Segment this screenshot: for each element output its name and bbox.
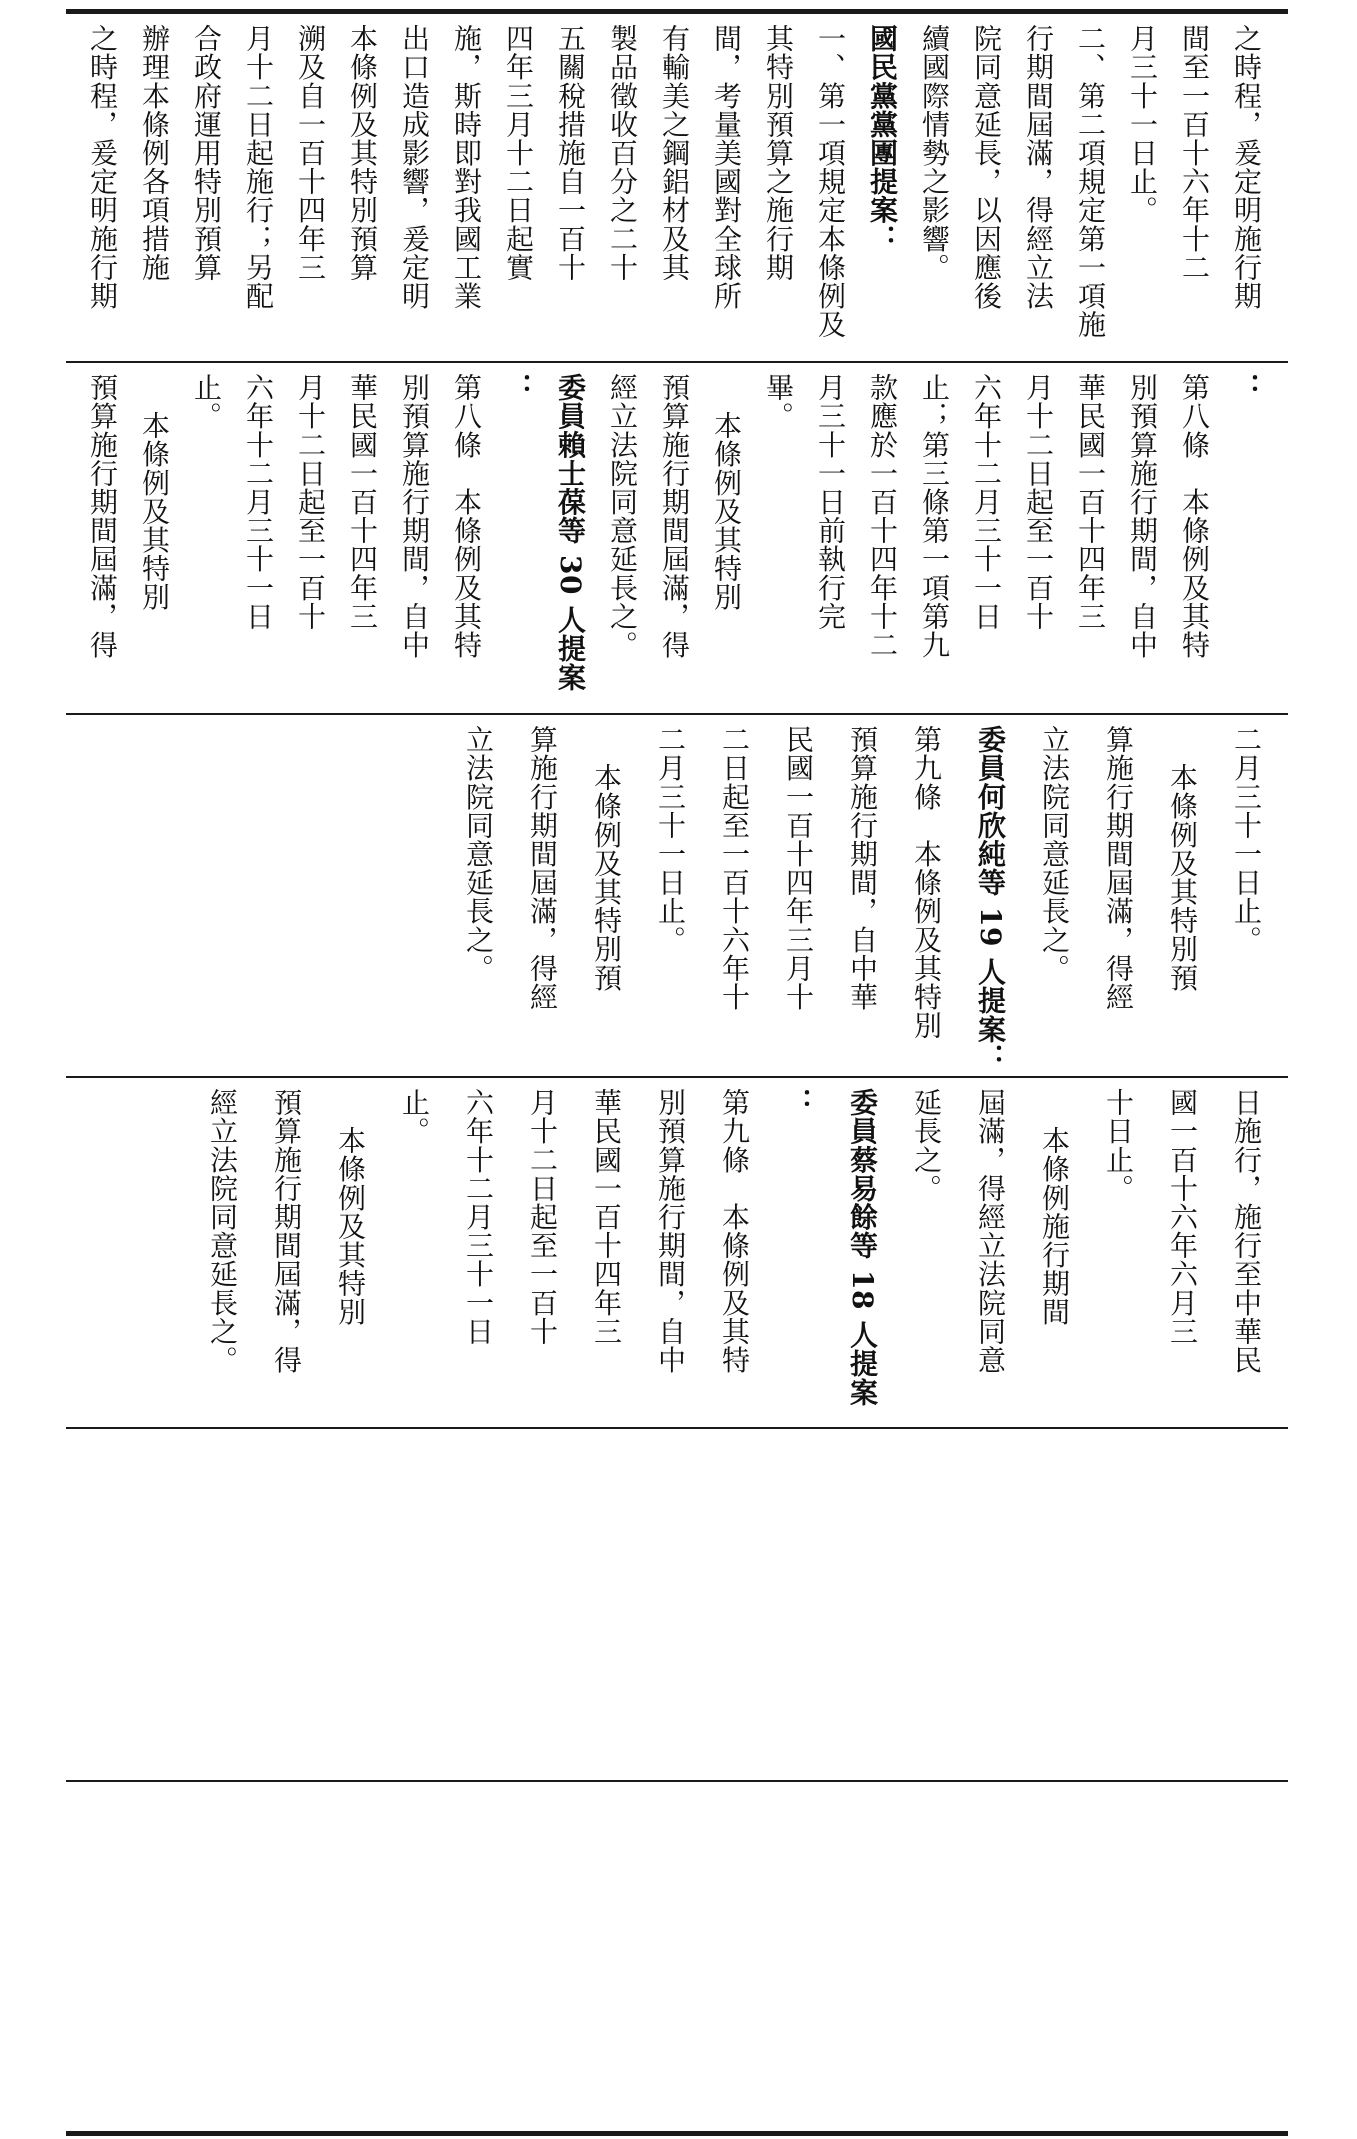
- text-line: 月十二日起至一百十: [526, 1088, 559, 1346]
- text-line: 之時程，爰定明施行期: [1230, 24, 1263, 310]
- heading-line: 委員賴士葆等 30 人提案: [554, 373, 587, 692]
- text-line: 院同意延長，以因應後: [970, 24, 1003, 310]
- text-line: 止。: [398, 1088, 431, 1146]
- text-line: 之時程，爰定明施行期: [86, 24, 119, 310]
- text-line: 月十二日起至一百十: [1022, 373, 1055, 631]
- text-line: 預算施行期間屆滿，得: [270, 1088, 303, 1374]
- text-line: 本條例及其特別預: [590, 763, 623, 992]
- heading-line: ：: [1230, 373, 1263, 402]
- text-line: 十日止。: [1102, 1088, 1135, 1203]
- text-line: 別預算施行期間，自中: [398, 373, 431, 659]
- text-line: 止。: [190, 373, 223, 431]
- text-line: 預算施行期間，自中華: [846, 725, 879, 1011]
- text-line: 畢。: [762, 373, 795, 431]
- text-line: 第八條 本條例及其特: [1178, 373, 1211, 659]
- band-columns: [66, 1078, 1288, 1427]
- band-columns: [66, 1782, 1288, 2131]
- heading-line: 委員蔡易餘等 18 人提案: [846, 1088, 879, 1407]
- text-line: 算施行期間屆滿，得經: [526, 725, 559, 1011]
- band-columns: [66, 1429, 1288, 1780]
- text-line: 施，斯時即對我國工業: [450, 24, 483, 310]
- text-line: 延長之。: [910, 1088, 943, 1203]
- text-line: 月三十一日前執行完: [814, 373, 847, 631]
- text-line: 屆滿，得經立法院同意: [974, 1088, 1007, 1374]
- text-line: 華民國一百十四年三: [346, 373, 379, 631]
- text-line: 二月三十一日止。: [654, 725, 687, 954]
- text-line: 止；第三條第一項第九: [918, 373, 951, 659]
- text-line: 第九條 本條例及其特: [718, 1088, 751, 1374]
- text-line: 四年三月十二日起實: [502, 24, 535, 282]
- text-line: 算施行期間屆滿，得經: [1102, 725, 1135, 1011]
- text-line: 二日起至一百十六年十: [718, 725, 751, 1011]
- text-line: 續國際情勢之影響。: [918, 24, 951, 282]
- text-line: 製品徵收百分之二十: [606, 24, 639, 282]
- text-line: 華民國一百十四年三: [590, 1088, 623, 1346]
- text-line: 月十二日起施行；另配: [242, 24, 275, 310]
- text-line: 二月三十一日止。: [1230, 725, 1263, 954]
- text-band-5-empty: [66, 1429, 1288, 1780]
- text-line: 一、第一項規定本條例及: [814, 24, 847, 339]
- text-line: 本條例及其特別: [138, 411, 171, 612]
- text-line: 行期間屆滿，得經立法: [1022, 24, 1055, 310]
- text-line: 五關稅措施自一百十: [554, 24, 587, 282]
- heading-line: 委員何欣純等 19 人提案：: [974, 725, 1007, 1072]
- text-line: 國一百十六年六月三: [1166, 1088, 1199, 1346]
- heading-line: 國民黨黨團提案：: [866, 24, 899, 253]
- text-line: 款應於一百十四年十二: [866, 373, 899, 659]
- text-line: 經立法院同意延長之。: [606, 373, 639, 659]
- heading-line: ：: [502, 373, 535, 402]
- text-band-2: [66, 363, 1288, 713]
- bottom-rule: [66, 2131, 1288, 2136]
- text-line: 本條例施行期間: [1038, 1126, 1071, 1327]
- text-band-1: [66, 14, 1288, 361]
- text-line: 溯及自一百十四年三: [294, 24, 327, 282]
- text-line: 立法院同意延長之。: [462, 725, 495, 983]
- heading-line: ：: [782, 1088, 815, 1117]
- text-band-3: [66, 715, 1288, 1076]
- text-band-4: [66, 1078, 1288, 1427]
- text-line: 六年十二月三十一日: [462, 1088, 495, 1346]
- text-line: 本條例及其特別預: [1166, 763, 1199, 992]
- text-line: 經立法院同意延長之。: [206, 1088, 239, 1374]
- text-line: 本條例及其特別: [710, 411, 743, 612]
- band-columns: [66, 14, 1288, 361]
- text-line: 預算施行期間屆滿，得: [86, 373, 119, 659]
- text-line: 二、第二項規定第一項施: [1074, 24, 1107, 339]
- text-line: 本條例及其特別預算: [346, 24, 379, 282]
- text-line: 本條例及其特別: [334, 1126, 367, 1327]
- text-line: 立法院同意延長之。: [1038, 725, 1071, 983]
- text-line: 預算施行期間屆滿，得: [658, 373, 691, 659]
- text-line: 月十二日起至一百十: [294, 373, 327, 631]
- text-line: 出口造成影響，爰定明: [398, 24, 431, 310]
- text-line: 間，考量美國對全球所: [710, 24, 743, 310]
- text-line: 日施行，施行至中華民: [1230, 1088, 1263, 1374]
- text-line: 辦理本條例各項措施: [138, 24, 171, 282]
- text-line: 六年十二月三十一日: [242, 373, 275, 631]
- text-line: 六年十二月三十一日: [970, 373, 1003, 631]
- text-line: 有輸美之鋼鋁材及其: [658, 24, 691, 282]
- text-line: 別預算施行期間，自中: [1126, 373, 1159, 659]
- text-line: 月三十一日止。: [1126, 24, 1159, 225]
- text-line: 華民國一百十四年三: [1074, 373, 1107, 631]
- text-line: 民國一百十四年三月十: [782, 725, 815, 1011]
- text-line: 第九條 本條例及其特別: [910, 725, 943, 1040]
- text-band-6-empty: [66, 1782, 1288, 2131]
- text-line: 別預算施行期間，自中: [654, 1088, 687, 1374]
- text-line: 間至一百十六年十二: [1178, 24, 1211, 282]
- text-line: 合政府運用特別預算: [190, 24, 223, 282]
- text-line: 第八條 本條例及其特: [450, 373, 483, 659]
- text-line: 其特別預算之施行期: [762, 24, 795, 282]
- band-columns: [66, 363, 1288, 713]
- band-columns: [66, 715, 1288, 1076]
